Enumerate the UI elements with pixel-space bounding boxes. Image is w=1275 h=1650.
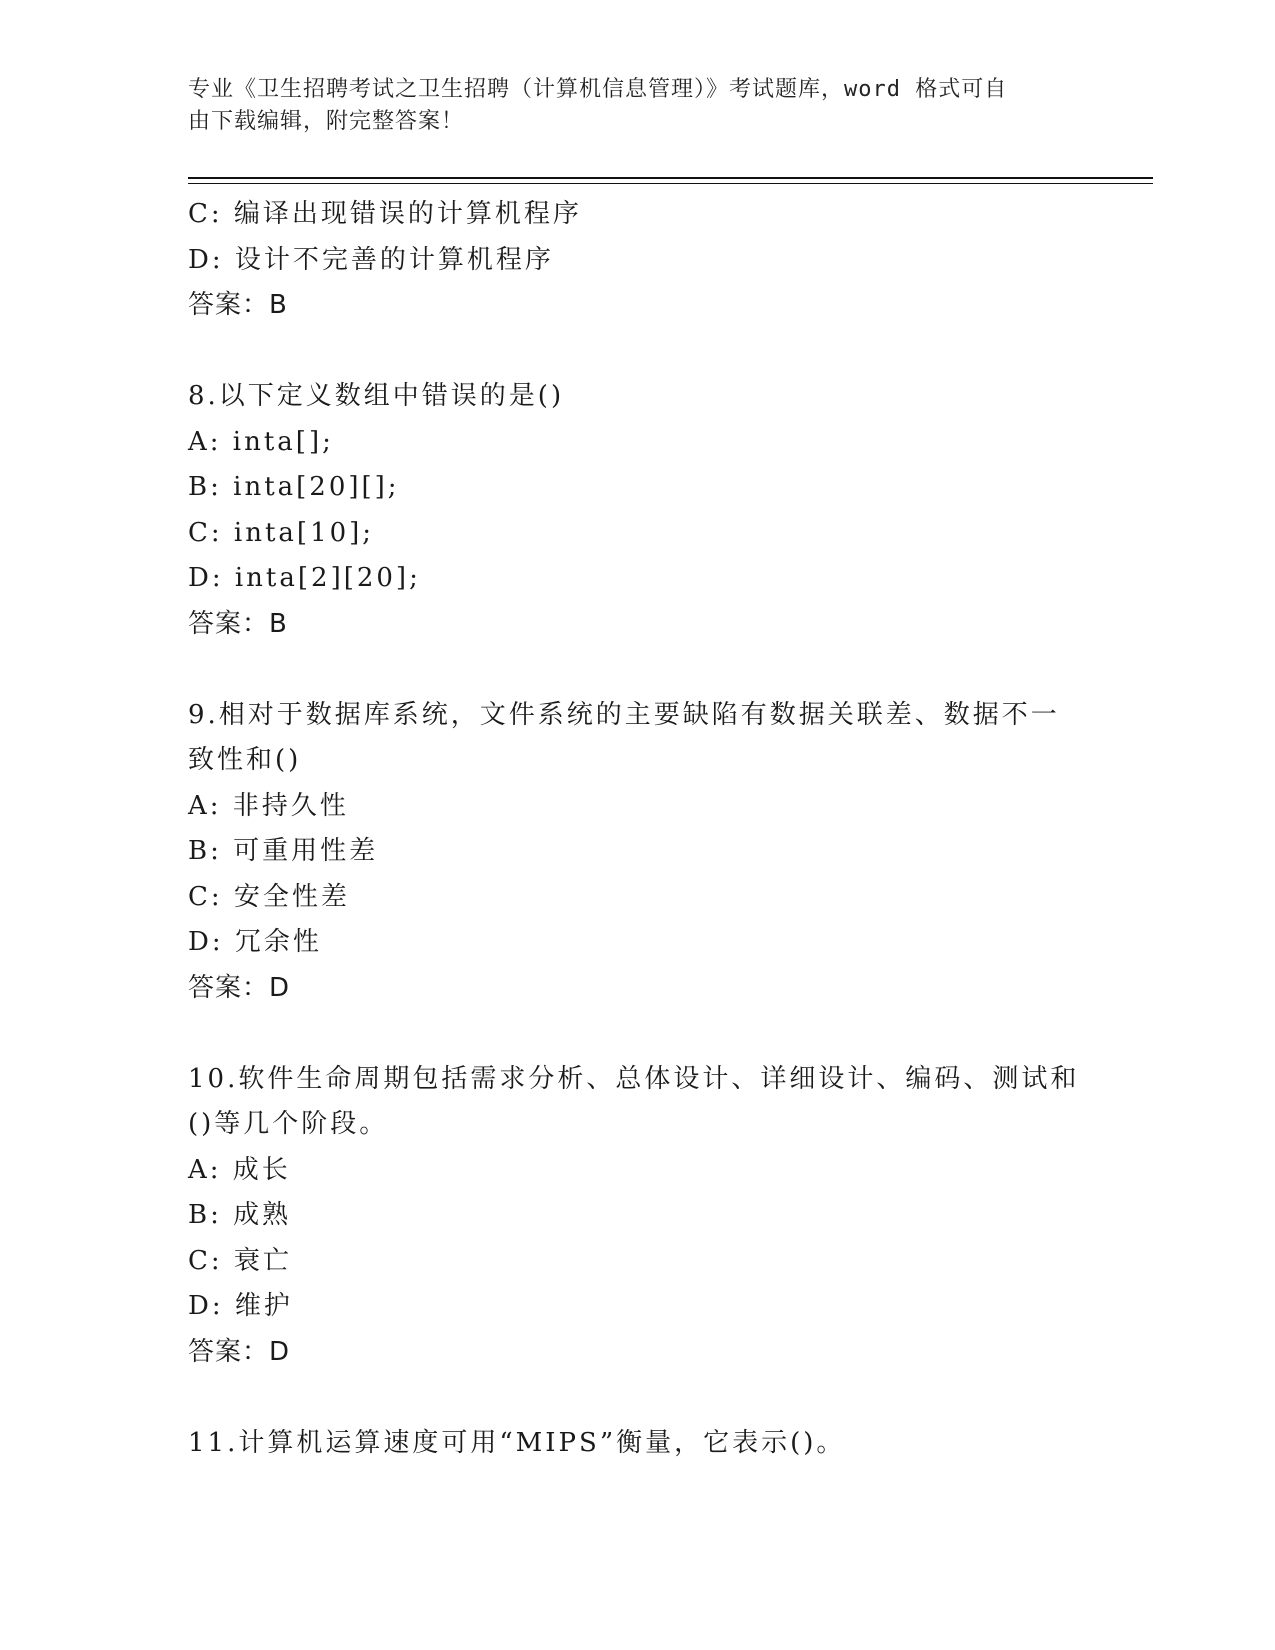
option-a: A: 成长 — [188, 1154, 291, 1185]
spacer — [188, 1011, 1088, 1057]
option-c: C: inta[10]; — [188, 517, 375, 548]
option-d: D: 设计不完善的计算机程序 — [188, 244, 554, 275]
question-list — [188, 192, 1088, 1466]
question-text-line-2: 致性和() — [188, 745, 302, 775]
option-b: B: 可重用性差 — [188, 836, 379, 866]
question-text-line-1: 10.软件生命周期包括需求分析、总体设计、详细设计、编码、测试和 — [188, 1063, 1080, 1094]
option-d: D: inta[2][20]; — [188, 563, 421, 593]
option-c: C: 衰亡 — [188, 1245, 292, 1276]
header-line-1: 专业《卫生招聘考试之卫生招聘（计算机信息管理）》考试题库，word 格式可自 — [188, 77, 1008, 102]
header-divider-thick — [188, 177, 1153, 179]
option-d: D: 维护 — [188, 1291, 293, 1321]
spacer — [188, 329, 1088, 375]
question-block-7 — [188, 192, 1088, 329]
question-block-9 — [188, 693, 1088, 1012]
answer-text: 答案：B — [188, 290, 288, 320]
question-block-11 — [188, 1421, 1088, 1467]
option-c: C: 编译出现错误的计算机程序 — [188, 199, 582, 229]
answer-text: 答案：D — [188, 972, 291, 1003]
spacer — [188, 1375, 1088, 1421]
question-block-10 — [188, 1057, 1088, 1376]
question-text-line-1: 9.相对于数据库系统，文件系统的主要缺陷有数据关联差、数据不一 — [188, 699, 1060, 730]
header-line-2: 由下载编辑，附完整答案！ — [188, 109, 465, 134]
document-header — [188, 74, 1068, 138]
header-divider-thin — [188, 183, 1153, 184]
spacer — [188, 647, 1088, 693]
option-d: D: 冗余性 — [188, 927, 322, 957]
question-block-8 — [188, 374, 1088, 647]
answer-text: 答案：D — [188, 1336, 291, 1367]
answer-text: 答案：B — [188, 608, 288, 639]
option-b: B: 成熟 — [188, 1200, 292, 1230]
option-a: A: 非持久性 — [188, 790, 349, 821]
question-text-line-2: ()等几个阶段。 — [188, 1109, 389, 1139]
option-b: B: inta[20][]; — [188, 472, 400, 502]
question-text: 8.以下定义数组中错误的是() — [188, 381, 565, 411]
option-a: A: inta[]; — [188, 426, 334, 457]
option-c: C: 安全性差 — [188, 881, 350, 912]
question-text: 11.计算机运算速度可用“MIPS”衡量，它表示()。 — [188, 1427, 846, 1458]
